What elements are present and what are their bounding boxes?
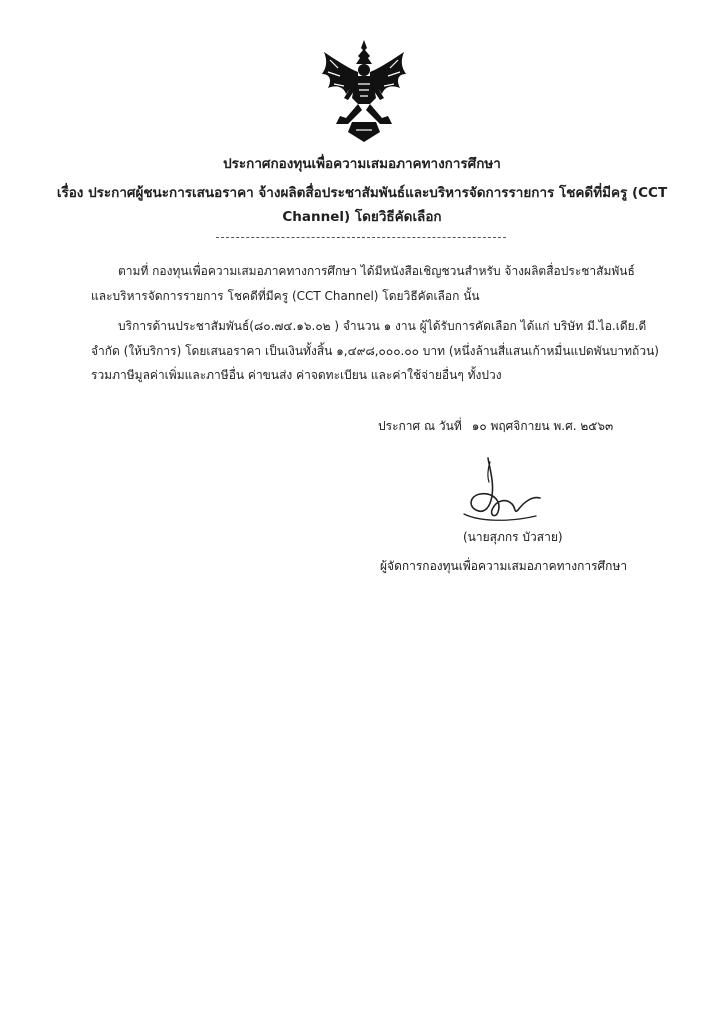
- handwritten-signature: [440, 452, 560, 532]
- date-value: ๑๐ พฤศจิกายน พ.ศ. ๒๕๖๓: [471, 419, 614, 433]
- paragraph-1-line-2: และบริหารจัดการรายการ โชคดีที่มีครู (CCT Channel) โดยวิธีคัดเลือก นั้น: [91, 289, 480, 303]
- paragraph-2-line-1: บริการด้านประชาสัมพันธ์(๘๐.๗๔.๑๖.๐๒ ) จำนวน ๑ งาน ผู้ได้รับการคัดเลือก ได้แก่ บริษัท มี.ไอ.เดีย.ดี: [118, 319, 647, 333]
- signer-name: (นายสุภกร บัวสาย): [463, 530, 563, 544]
- paragraph-2-line-2: จำกัด (ให้บริการ) โดยเสนอราคา เป็นเงินทั้งสิ้น ๑,๔๙๘,๐๐๐.๐๐ บาท (หนึ่งล้านสี่แสนเก้าหมื่นแปดพันบาทถ้วน): [91, 344, 659, 358]
- subject-line-1: เรื่อง ประกาศผู้ชนะการเสนอราคา จ้างผลิตสื่อประชาสัมพันธ์และบริหารจัดการรายการ โชคดีที่มีครู (CCT: [56, 185, 668, 201]
- paragraph-1-line-1: ตามที่ กองทุนเพื่อความเสมอภาคทางการศึกษา ได้มีหนังสือเชิญชวนสำหรับ จ้างผลิตสื่อประชาสัมพันธ์: [118, 264, 635, 278]
- announcement-date: [378, 417, 613, 436]
- dashed-divider: [216, 237, 506, 238]
- date-label: ประกาศ ณ วันที่: [378, 419, 462, 433]
- paragraph-2-line-3: รวมภาษีมูลค่าเพิ่มและภาษีอื่น ค่าขนส่ง ค่าจดทะเบียน และค่าใช้จ่ายอื่นๆ ทั้งปวง: [91, 368, 502, 382]
- garuda-emblem-icon: [318, 38, 410, 146]
- subject-line-2: Channel) โดยวิธีคัดเลือก: [282, 209, 442, 225]
- announcement-title: ประกาศกองทุนเพื่อความเสมอภาคทางการศึกษา: [223, 156, 501, 172]
- signer-position: ผู้จัดการกองทุนเพื่อความเสมอภาคทางการศึกษา: [380, 559, 628, 573]
